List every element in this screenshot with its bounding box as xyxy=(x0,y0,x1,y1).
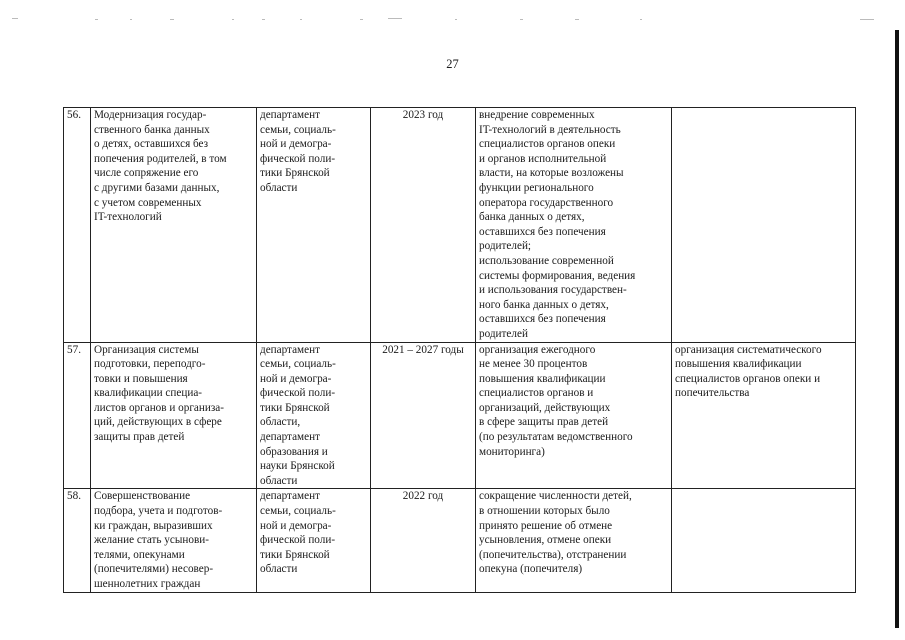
result-line: опекуна (попечителя) xyxy=(479,563,583,576)
executor-line: тики Брянской xyxy=(260,167,330,180)
indicator-cell xyxy=(672,489,856,592)
executor-line: фической поли- xyxy=(260,534,336,547)
executor-line: департамент xyxy=(260,431,320,444)
result-line: IT-технологий в деятельность xyxy=(479,123,621,136)
period-text: 2023 год xyxy=(402,109,444,121)
row-number-cell xyxy=(64,108,91,343)
row-number-cell xyxy=(64,489,91,592)
executor-line: ной и демогра- xyxy=(260,519,332,532)
measure-line: попечения родителей, в том xyxy=(94,152,227,165)
executor-cell xyxy=(257,342,371,489)
measure-line: желание стать усынови- xyxy=(94,534,209,547)
result-line: использование современной xyxy=(479,254,614,267)
executor-line: департамент xyxy=(260,490,320,503)
period-text: 2022 год xyxy=(402,490,444,503)
executor-line: тики Брянской xyxy=(260,548,330,561)
result-line: специалистов органов опеки xyxy=(479,138,616,151)
period-cell xyxy=(371,108,476,343)
executor-cell xyxy=(257,108,371,343)
result-line: оставшихся без попечения xyxy=(479,313,606,326)
executor-line: образования и xyxy=(260,445,328,458)
table-row xyxy=(64,108,856,343)
measure-line: Организация системы xyxy=(94,343,199,356)
result-line: в отношении которых было xyxy=(479,505,610,518)
indicator-cell xyxy=(672,108,856,343)
executor-line: тики Брянской xyxy=(260,401,330,414)
executor-line: семьи, социаль- xyxy=(260,123,336,136)
row-number: 56. xyxy=(67,109,81,121)
measure-line: ки граждан, выразивших xyxy=(94,519,213,532)
measure-line: подбора, учета и подготов- xyxy=(94,505,223,518)
scan-noise xyxy=(0,14,905,24)
result-line: усыновления, отмене опеки xyxy=(479,534,612,547)
result-line: родителей; xyxy=(479,240,532,253)
measure-line: числе сопряжение его xyxy=(94,167,199,180)
result-line: функции регионального xyxy=(479,181,594,194)
result-line: власти, на которые возложены xyxy=(479,167,624,180)
result-line: мониторинга) xyxy=(479,445,545,458)
measure-line: шеннолетних граждан xyxy=(94,578,201,590)
measure-line: о детях, оставшихся без xyxy=(94,138,209,151)
result-line: в сфере защиты прав детей xyxy=(479,416,609,429)
indicator-line: организация систематического xyxy=(675,343,822,356)
executor-line: ной и демогра- xyxy=(260,372,332,385)
measure-line: ций, действующих в сфере xyxy=(94,416,222,429)
result-line: системы формирования, ведения xyxy=(479,269,636,282)
result-line: повышения квалификации xyxy=(479,372,606,385)
row-number: 58. xyxy=(67,490,81,503)
executor-line: семьи, социаль- xyxy=(260,358,336,371)
result-cell xyxy=(476,342,672,489)
table-row xyxy=(64,489,856,592)
result-line: принято решение об отмене xyxy=(479,519,613,532)
result-line: и органов исполнительной xyxy=(479,152,607,165)
result-line: оператора государственного xyxy=(479,196,614,209)
executor-line: области xyxy=(260,474,298,487)
indicator-line: специалистов органов опеки и xyxy=(675,372,821,385)
result-line: организация ежегодного xyxy=(479,343,596,356)
measure-line: с другими базами данных, xyxy=(94,181,220,194)
executor-line: департамент xyxy=(260,109,320,121)
result-line: родителей xyxy=(479,327,528,340)
executor-cell xyxy=(257,489,371,592)
executor-line: фической поли- xyxy=(260,387,336,400)
measures-table xyxy=(63,107,856,593)
measures-table-body xyxy=(64,108,856,593)
measure-line: ственного банка данных xyxy=(94,123,210,136)
measure-line: (попечителями) несовер- xyxy=(94,563,214,576)
result-line: специалистов органов и xyxy=(479,387,594,400)
result-line: банка данных о детях, xyxy=(479,211,585,224)
measure-line: Модернизация государ- xyxy=(94,109,207,121)
executor-line: области xyxy=(260,563,298,576)
scan-edge-bar xyxy=(895,30,899,628)
measure-cell xyxy=(91,108,257,343)
executor-line: семьи, социаль- xyxy=(260,505,336,518)
measure-line: квалификации специа- xyxy=(94,387,203,400)
result-cell xyxy=(476,108,672,343)
result-line: оставшихся без попечения xyxy=(479,225,606,238)
executor-line: фической поли- xyxy=(260,152,336,165)
row-number: 57. xyxy=(67,343,81,356)
executor-line: области xyxy=(260,181,298,194)
result-line: ного банка данных о детях, xyxy=(479,298,609,311)
period-text: 2021 – 2027 годы xyxy=(382,343,464,356)
executor-line: науки Брянской xyxy=(260,460,335,473)
period-cell xyxy=(371,489,476,592)
indicator-line: попечительства xyxy=(675,387,750,400)
measure-line: подготовки, переподго- xyxy=(94,358,206,371)
result-line: (попечительства), отстранении xyxy=(479,548,627,561)
executor-line: департамент xyxy=(260,343,320,356)
measure-line: IT-технологий xyxy=(94,211,162,224)
measure-cell xyxy=(91,489,257,592)
page-number: 27 xyxy=(446,57,459,71)
result-cell xyxy=(476,489,672,592)
result-line: (по результатам ведомственного xyxy=(479,431,633,444)
row-number-cell xyxy=(64,342,91,489)
measure-cell xyxy=(91,342,257,489)
result-line: сокращение численности детей, xyxy=(479,490,632,503)
measure-line: листов органов и организа- xyxy=(94,401,224,414)
indicator-line: повышения квалификации xyxy=(675,358,802,371)
measure-line: Совершенствование xyxy=(94,490,191,503)
result-line: организаций, действующих xyxy=(479,401,611,414)
result-line: не менее 30 процентов xyxy=(479,358,588,371)
executor-line: области, xyxy=(260,416,301,429)
result-line: и использования государствен- xyxy=(479,284,627,297)
measure-line: телями, опекунами xyxy=(94,548,185,561)
executor-line: ной и демогра- xyxy=(260,138,332,151)
table-row xyxy=(64,342,856,489)
measure-line: с учетом современных xyxy=(94,196,202,209)
measure-line: защиты прав детей xyxy=(94,431,185,444)
period-cell xyxy=(371,342,476,489)
measure-line: товки и повышения xyxy=(94,372,188,385)
indicator-cell xyxy=(672,342,856,489)
result-line: внедрение современных xyxy=(479,109,595,121)
